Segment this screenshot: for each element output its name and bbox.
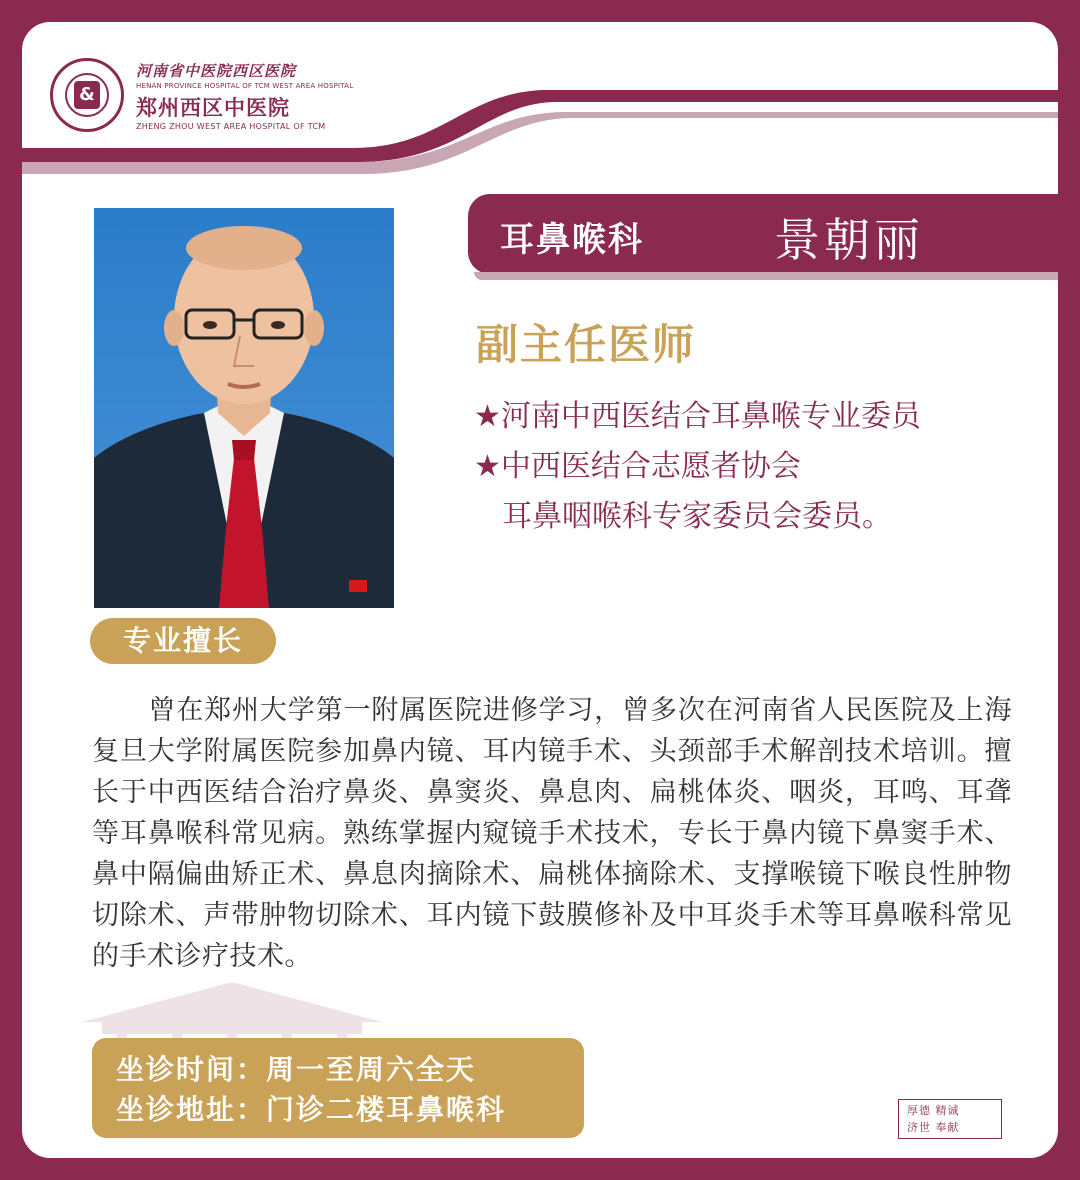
hospital-name-cn: 河南省中医院西区医院: [136, 62, 297, 80]
hospital-name-en: HENAN PROVINCE HOSPITAL OF TCM WEST AREA HOSPITAL: [136, 82, 354, 90]
doctor-title: 副主任医师: [476, 320, 697, 369]
hospital-alt-name-en: ZHENG ZHOU WEST AREA HOSPITAL OF TCM: [136, 122, 326, 131]
specialty-description: [92, 690, 1012, 977]
specialty-label: 专业擅长: [90, 618, 276, 664]
doctor-photo: [94, 208, 394, 608]
motto-line: 厚德 精诚: [907, 1104, 960, 1117]
clinic-time: 坐诊时间：周一至周六全天: [116, 1053, 477, 1086]
credential-item: 耳鼻咽喉科专家委员会委员。: [502, 499, 892, 534]
schedule-box: [92, 1038, 584, 1138]
credential-item: ★中西医结合志愿者协会: [474, 449, 801, 484]
hospital-logo: [50, 58, 380, 138]
name-banner-shadow: [474, 272, 1058, 280]
motto-line: 济世 奉献: [907, 1121, 960, 1134]
credentials-list: [474, 392, 921, 542]
doctor-name: 景朝丽: [774, 213, 924, 267]
specialty-text: 曾在郑州大学第一附属医院进修学习，曾多次在河南省人民医院及上海复旦大学附属医院参加鼻内镜、耳内镜手术、头颈部手术解剖技术培训。擅长于中西医结合治疗鼻炎、鼻窦炎、鼻息肉、扁桃体炎、咽炎，耳鸣、耳聋等耳鼻喉科常见病。熟练掌握内窥镜手术技术，专长于鼻内镜下鼻窦手术、鼻中隔偏曲矫正术、鼻息肉摘除术、扁桃体摘除术、支撑喉镜下喉良性肿物切除术、声带肿物切除术、耳内镜下鼓膜修补及中耳炎手术等耳鼻喉科常见的手术诊疗技术。: [92, 695, 1012, 972]
department-label: 耳鼻喉科: [500, 220, 644, 260]
name-banner: [468, 194, 1058, 274]
motto-stamp: [898, 1099, 1002, 1139]
profile-card: [22, 22, 1058, 1158]
hospital-seal-icon: &: [50, 58, 124, 132]
credential-item: ★河南中西医结合耳鼻喉专业委员: [474, 399, 921, 434]
hospital-alt-name-cn: 郑州西区中医院: [136, 96, 290, 120]
clinic-location: 坐诊地址：门诊二楼耳鼻喉科: [116, 1093, 507, 1126]
